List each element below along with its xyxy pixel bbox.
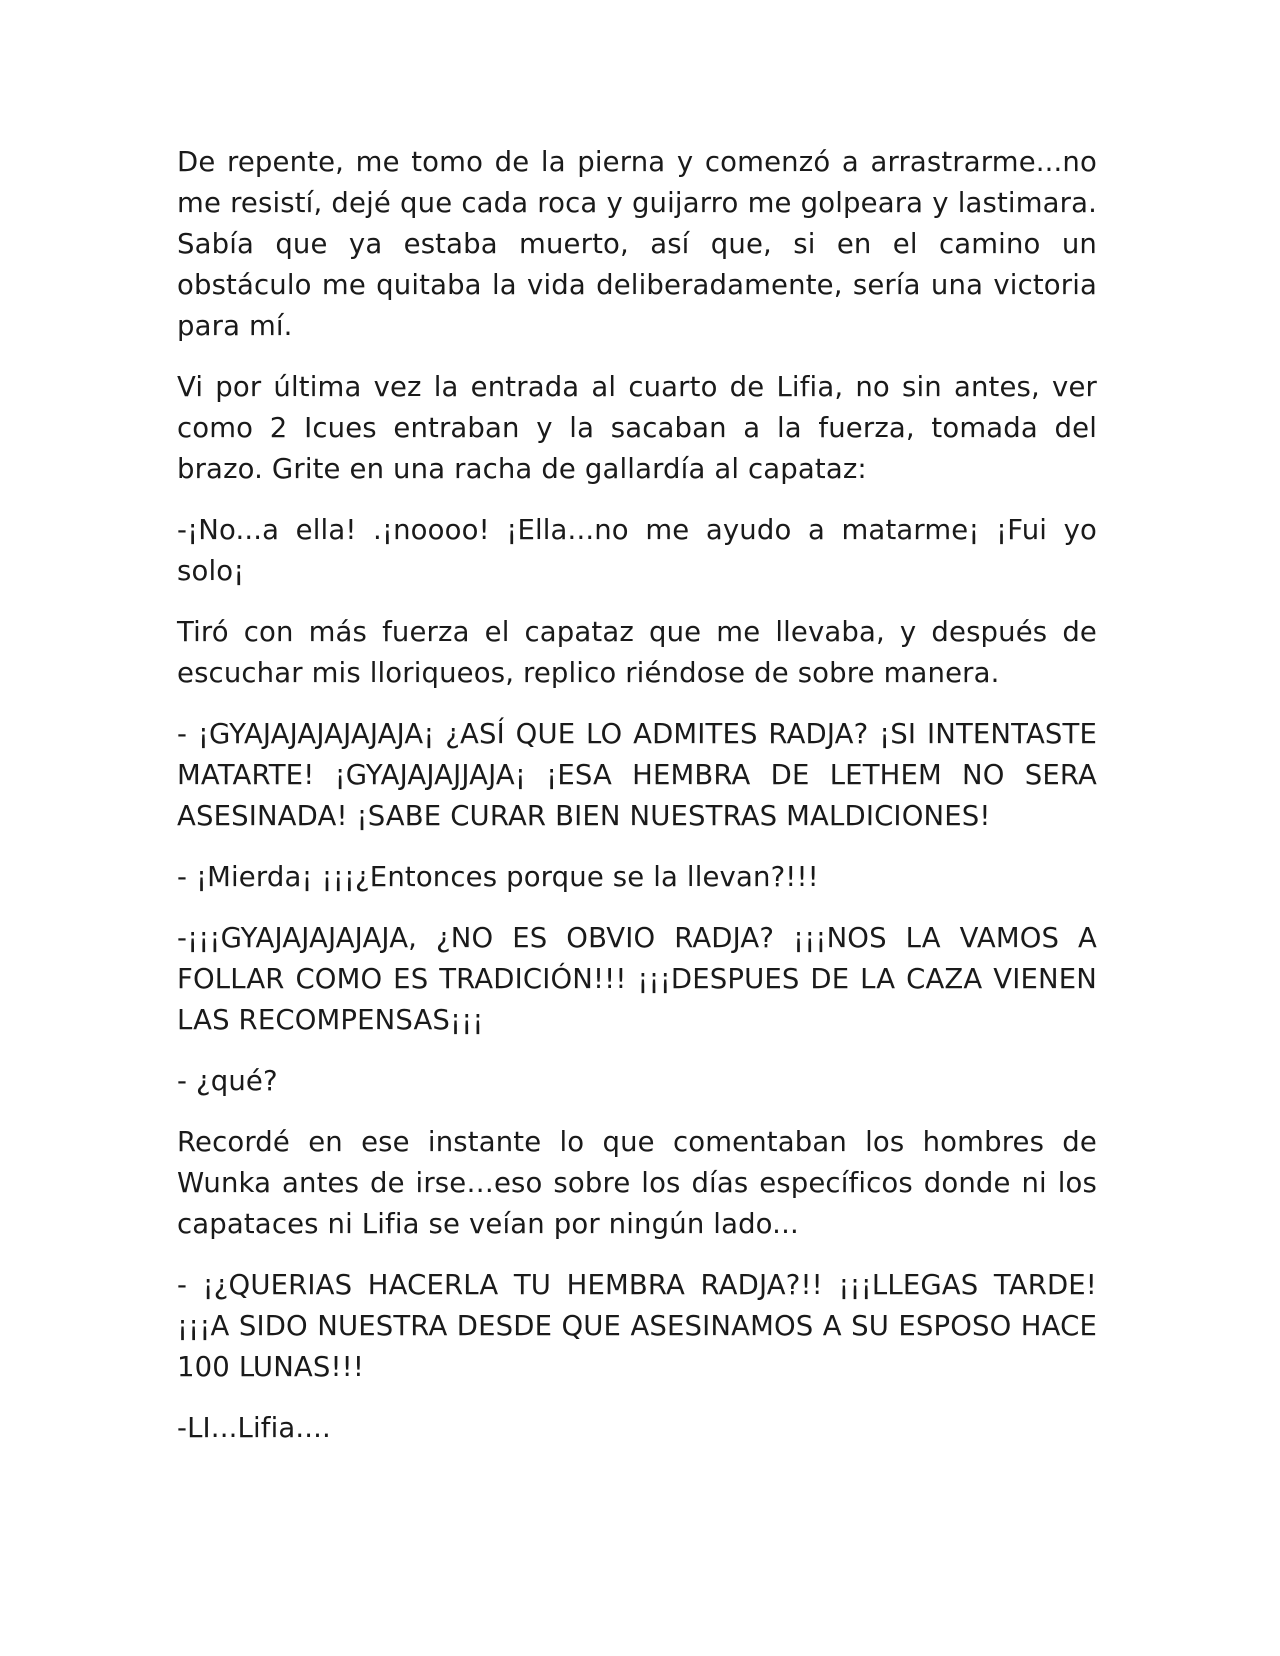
paragraph-10: - ¡¿QUERIAS HACERLA TU HEMBRA RADJA?!! ¡¡¡LLEGAS TARDE! ¡¡¡A SIDO NUESTRA DESDE QUE ASESINAMOS A SU ESPOSO HACE 100 LUNAS!!! [177, 1269, 1097, 1383]
paragraph-2: Vi por última vez la entrada al cuarto de Lifia, no sin antes, ver como 2 Icues entraban y la sacaban a la fuerza, tomada del brazo. Grite en una racha de gallardía al capataz: [177, 371, 1097, 485]
paragraph-7: -¡¡¡GYAJAJAJAJAJA, ¿NO ES OBVIO RADJA? ¡¡¡NOS LA VAMOS A FOLLAR COMO ES TRADICIÓN!!! ¡¡¡DESPUES DE LA CAZA VIENEN LAS RECOMPENSAS¡¡¡ [177, 922, 1097, 1036]
paragraph-6: - ¡Mierda¡ ¡¡¡¿Entonces porque se la llevan?!!! [177, 861, 819, 893]
paragraph-5: - ¡GYAJAJAJAJAJAJA¡ ¿ASÍ QUE LO ADMITES RADJA? ¡SI INTENTASTE MATARTE! ¡GYAJAJAJJAJA¡ ¡ESA HEMBRA DE LETHEM NO SERA ASESINADA! ¡SABE CURAR BIEN NUESTRAS MALDICIONES! [177, 718, 1097, 832]
paragraph-8: - ¿qué? [177, 1065, 278, 1097]
paragraph-9: Recordé en ese instante lo que comentaban los hombres de Wunka antes de irse…eso sobre los días específicos donde ni los capataces ni Lifia se veían por ningún lado... [177, 1126, 1097, 1240]
paragraph-1: De repente, me tomo de la pierna y comenzó a arrastrarme...no me resistí, dejé que cada roca y guijarro me golpeara y lastimara. Sabía que ya estaba muerto, así que, si en el camino un obstáculo me quitaba la vida deliberadamente, sería una victoria para mí. [177, 146, 1097, 342]
paragraph-11: -LI...Lifia.... [177, 1412, 331, 1444]
paragraph-3: -¡No...a ella! .¡noooo! ¡Ella...no me ayudo a matarme¡ ¡Fui yo solo¡ [177, 514, 1097, 587]
paragraph-4: Tiró con más fuerza el capataz que me llevaba, y después de escuchar mis lloriqueos, replico riéndose de sobre manera. [177, 616, 1097, 689]
document-page [177, 142, 1097, 1469]
